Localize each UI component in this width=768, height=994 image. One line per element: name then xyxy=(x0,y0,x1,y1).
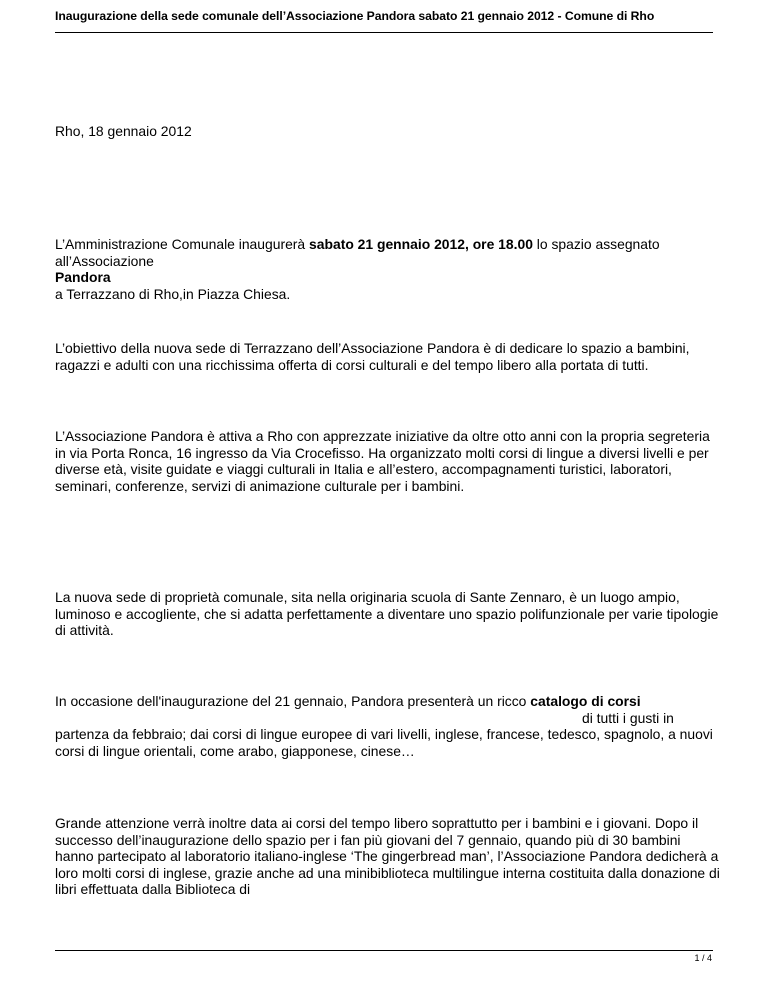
paragraph-leisure-courses: Grande attenzione verrà inoltre data ai corsi del tempo libero soprattutto per i bambini e i giovani. Dopo il successo dell’inaugurazione dello spazio per i fan più giovani del 7 gennaio, quando più di 30 bambini hanno partecipato al laboratorio italiano-inglese ‘The gingerbread man’, l’Associazione Pandora dedicherà a loro molti corsi di inglese, grazie anche ad una minibiblioteca multilingue interna costituita dalla donazione di libri effettuata dalla Biblioteca di xyxy=(55,815,720,897)
p1-location: a Terrazzano di Rho,in Piazza Chiesa. xyxy=(55,285,291,302)
p5-catalog-label: catalogo di corsi xyxy=(530,693,641,709)
page-header-title: Inaugurazione della sede comunale dell’Associazione Pandora sabato 21 gennaio 2012 - Comune di Rho xyxy=(55,9,655,23)
p1-event-date: sabato 21 gennaio 2012, ore 18.00 xyxy=(309,236,533,252)
p5-text-c: di tutti i gusti in xyxy=(582,709,674,726)
footer-divider xyxy=(55,950,713,951)
date-line: Rho, 18 gennaio 2012 xyxy=(55,123,192,139)
page-number: 1 / 4 xyxy=(694,953,712,963)
p5-text-a: In occasione dell'inaugurazione del 21 gennaio, Pandora presenterà un ricco xyxy=(55,693,531,709)
p5-text-d: partenza da febbraio; dai corsi di lingue europee di vari livelli, inglese, francese, tedesco, spagnolo, a nuovi corsi di lingue orientali, come arabo, giapponese, cinese… xyxy=(55,726,713,759)
p1-text-a: L’Amministrazione Comunale inaugurerà xyxy=(55,236,310,252)
paragraph-objective: L’obiettivo della nuova sede di Terrazzano dell’Associazione Pandora è di dedicare lo spazio a bambini, ragazzi e adulti con una ricchissima offerta di corsi culturali e del tempo libero alla portata di tutti. xyxy=(55,340,690,373)
p1-association-name: Pandora xyxy=(55,269,111,285)
article-body xyxy=(55,123,720,897)
paragraph-new-seat: La nuova sede di proprietà comunale, sita nella originaria scuola di Sante Zennaro, è un luogo ampio, luminoso e accogliente, che si adatta perfettamente a diventare uno spazio polifunzionale per varie tipologie di attività. xyxy=(55,589,719,638)
paragraph-course-catalog xyxy=(55,693,720,759)
p1-text-c: lo spazio assegnato all’Associazione xyxy=(55,236,660,269)
paragraph-inauguration xyxy=(55,236,720,302)
paragraph-association-activity: L’Associazione Pandora è attiva a Rho con apprezzate iniziative da oltre otto anni con la propria segreteria in via Porta Ronca, 16 ingresso da Via Crocefisso. Ha organizzato molti corsi di lingue a diversi livelli e per diverse età, visite guidate e viaggi culturali in Italia e all’estero, accompagnamenti turistici, laboratori, seminari, conferenze, servizi di animazione culturale per i bambini. xyxy=(55,428,710,494)
header-divider xyxy=(55,32,713,33)
